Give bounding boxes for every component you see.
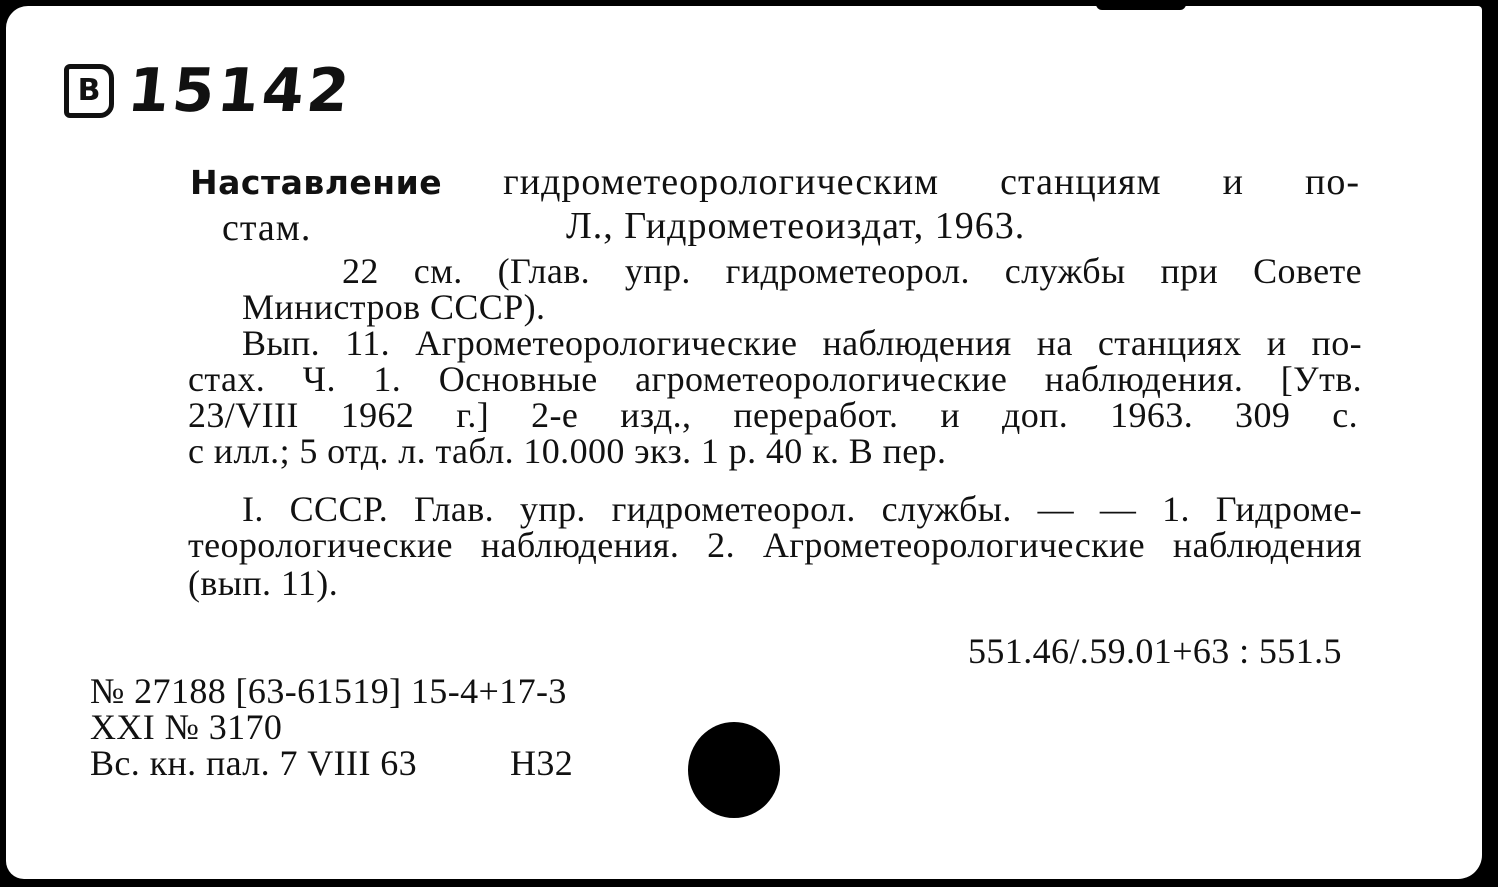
entry-title-line bbox=[190, 162, 1360, 203]
entry-line-6: стах. Ч. 1. Основные агрометеорологические наблюдения. [Утв. bbox=[188, 359, 1362, 399]
footer-line-3-left: Вс. кн. пал. 7 VIII 63 bbox=[90, 743, 418, 783]
entry-title-rest: гидрометеорологическим станциям и по- bbox=[503, 161, 1360, 203]
entry-line-3: 22 см. (Глав. упр. гидрометеорол. службы при Совете bbox=[342, 251, 1362, 291]
entry-line-2-left: стам. bbox=[222, 207, 312, 249]
entry-publisher: Л., Гидрометеоиздат, 1963. bbox=[566, 205, 1026, 247]
entry-line-5: Вып. 11. Агрометеорологические наблюдения на станциях и по- bbox=[242, 323, 1362, 363]
entry-line-8: с илл.; 5 отд. л. табл. 10.000 экз. 1 р. 40 к. В пер. bbox=[188, 431, 947, 471]
entry-line-7: 23/VIII 1962 г.] 2-е изд., переработ. и доп. 1963. 309 с. bbox=[188, 395, 1358, 435]
classification-number: 551.46/.59.01+63 : 551.5 bbox=[968, 631, 1342, 671]
entry-line-4: Министров СССР). bbox=[242, 287, 546, 327]
subjects-line-1: I. СССР. Глав. упр. гидрометеорол. службы. — — 1. Гидроме- bbox=[242, 489, 1362, 529]
library-stamp: В bbox=[64, 64, 114, 118]
punch-hole bbox=[688, 722, 780, 818]
subjects-line-3: (вып. 11). bbox=[188, 563, 339, 603]
entry-title-heading: Наставление bbox=[190, 163, 443, 202]
handwritten-shelfmark bbox=[64, 56, 356, 126]
catalog-card bbox=[6, 6, 1482, 879]
handwritten-number: 15142 bbox=[124, 56, 356, 126]
footer-line-3-right: Н32 bbox=[510, 743, 574, 783]
subjects-line-2: теорологические наблюдения. 2. Агрометеорологические наблюдения bbox=[188, 525, 1362, 565]
footer-line-1: № 27188 [63-61519] 15-4+17-3 bbox=[90, 671, 567, 711]
card-edge-notch bbox=[1096, 6, 1186, 10]
footer-line-2: XXI № 3170 bbox=[90, 707, 283, 747]
